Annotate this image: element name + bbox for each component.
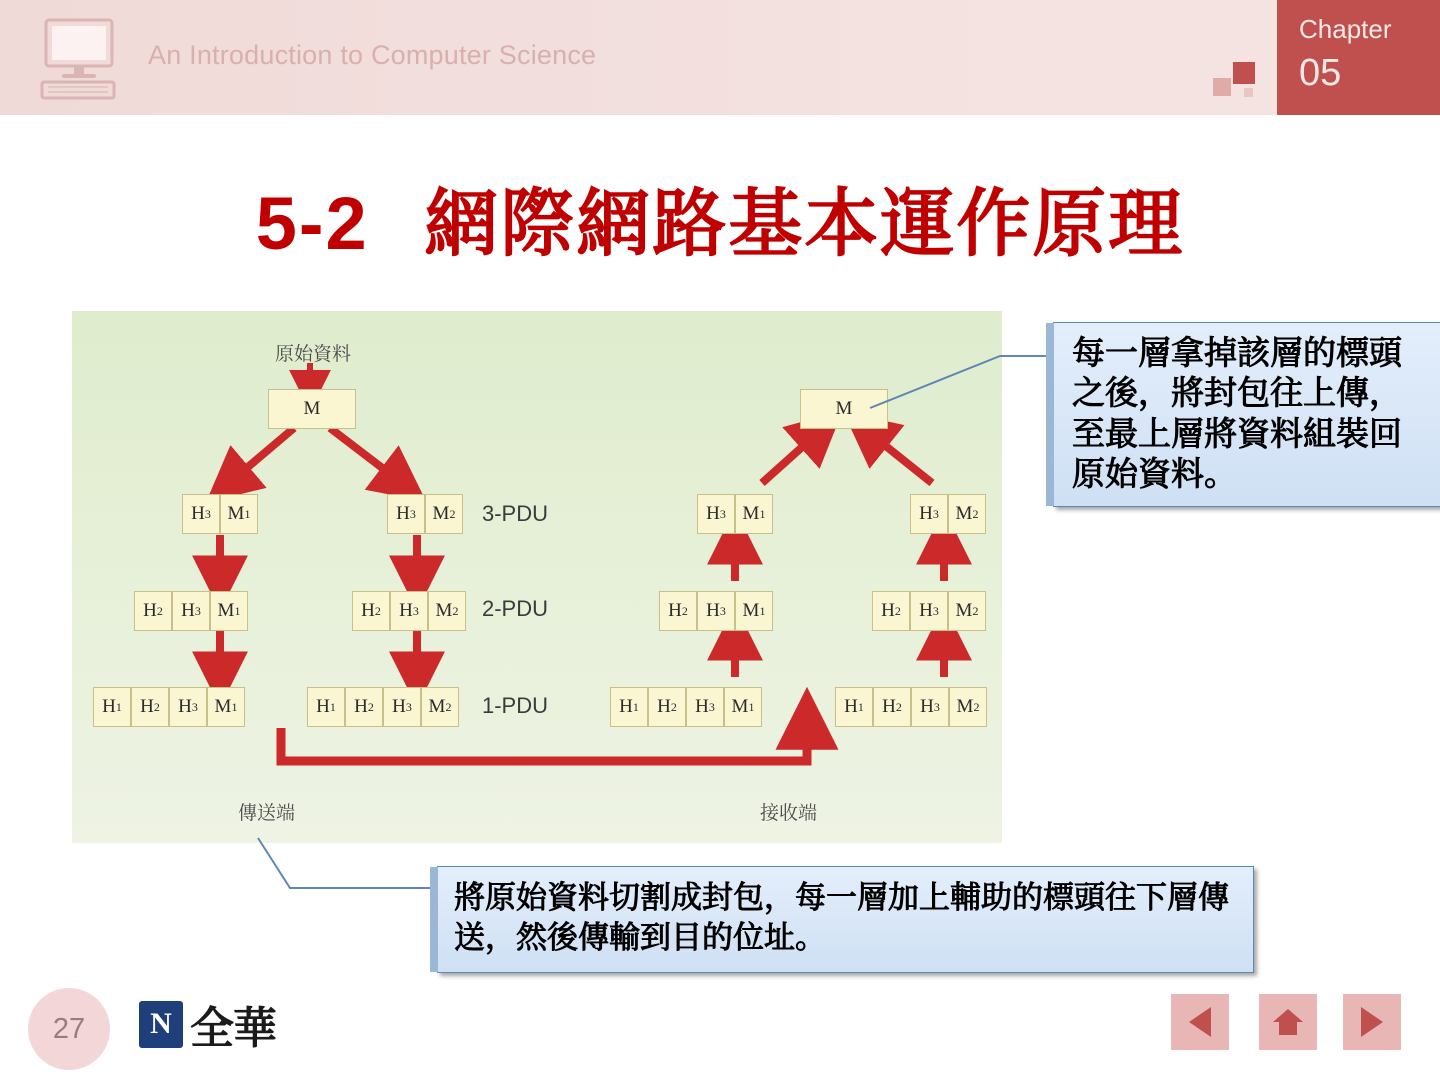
logo-text: 全華 [190,1003,276,1054]
packet-cell: H 2 [873,687,911,727]
sender-right-pdu2 [352,591,466,631]
packet-cell: M 2 [948,494,986,534]
packet-cell: M 1 [220,494,258,534]
slide-header [0,0,1440,115]
logo-mark-icon: N [139,1001,183,1048]
packet-cell: H 2 [134,591,172,631]
sender-left-pdu1 [93,687,245,727]
sender-top-packet [268,389,356,429]
header-decor-square-small [1244,88,1253,97]
page-title-number: 5-2 [255,182,369,265]
packet-cell: M 2 [428,591,466,631]
header-decor-square-dark [1233,62,1255,84]
packet-cell: H 2 [345,687,383,727]
packet-cell: H 1 [307,687,345,727]
packet-cell: M 1 [735,591,773,631]
receiver-right-pdu2 [872,591,986,631]
packet-cell: M 1 [207,687,245,727]
chapter-number: 05 [1299,52,1342,94]
page-title-text: 網際網路基本運作原理 [424,181,1185,267]
packet-cell: H 2 [659,591,697,631]
packet-cell: H 3 [911,687,949,727]
diagram-sender-label: 傳送端 [238,802,296,824]
diagram-receiver-label: 接收端 [760,802,818,824]
sender-left-pdu3 [182,494,258,534]
home-slide-button[interactable] [1259,994,1317,1050]
sender-left-pdu2 [134,591,248,631]
packet-cell: H 2 [872,591,910,631]
previous-slide-button[interactable] [1171,994,1229,1050]
page-number: 27 [28,988,110,1070]
packet-cell: M 2 [948,591,986,631]
pdu-label-2: 2-PDU [482,596,549,621]
callout-accent-bar [430,867,438,972]
packet-cell: H 1 [835,687,873,727]
chapter-label: Chapter [1299,14,1392,44]
packet-cell: H 3 [182,494,220,534]
packet-cell: H 3 [390,591,428,631]
packet-cell: H 3 [387,494,425,534]
encapsulation-diagram [72,311,1002,843]
packet-cell: H 3 [697,591,735,631]
packet-cell: M 2 [421,687,459,727]
packet-cell: H 2 [131,687,169,727]
pdu-label-1: 1-PDU [482,693,549,718]
packet-cell: H 3 [172,591,210,631]
packet-cell: H 2 [648,687,686,727]
packet-cell: H 3 [697,494,735,534]
header-decor-square-light [1213,78,1231,96]
home-icon [1273,1009,1303,1035]
computer-monitor-icon [36,16,126,101]
packet-cell: M 1 [735,494,773,534]
packet-cell: M 2 [949,687,987,727]
receiver-top-packet [800,389,888,429]
packet-cell: H 1 [93,687,131,727]
callout-receiver-text: 每一層拿掉該層的標頭之後，將封包往上傳，至最上層將資料組裝回原始資料。 [1072,333,1402,493]
pdu-label-3: 3-PDU [482,501,549,526]
diagram-source-label: 原始資料 [275,343,352,365]
receiver-right-pdu3 [910,494,986,534]
packet-cell: M [800,389,888,429]
packet-cell: H 1 [610,687,648,727]
callout-accent-bar [1046,323,1054,506]
packet-cell: M 1 [210,591,248,631]
next-slide-button[interactable] [1343,994,1401,1050]
packet-cell: M [268,389,356,429]
packet-cell: H 3 [383,687,421,727]
receiver-left-pdu3 [697,494,773,534]
sender-right-pdu3 [387,494,463,534]
packet-cell: H 3 [910,494,948,534]
receiver-left-pdu1 [610,687,762,727]
chapter-badge [1277,0,1440,115]
packet-cell: M 2 [425,494,463,534]
receiver-right-pdu1 [835,687,987,727]
publisher-logo [139,992,276,1056]
packet-cell: M 1 [724,687,762,727]
triangle-right-icon [1361,1007,1383,1037]
page-title [0,165,1440,271]
packet-cell: H 3 [910,591,948,631]
packet-cell: H 3 [686,687,724,727]
packet-cell: H 3 [169,687,207,727]
callout-receiver [1053,322,1440,507]
packet-cell: H 2 [352,591,390,631]
callout-sender-text: 將原始資料切割成封包，每一層加上輔助的標頭往下層傳送，然後傳輸到目的位址。 [454,880,1229,956]
receiver-left-pdu2 [659,591,773,631]
callout-sender [437,866,1254,973]
header-title: An Introduction to Computer Science [148,40,597,70]
sender-right-pdu1 [307,687,459,727]
triangle-left-icon [1189,1007,1211,1037]
